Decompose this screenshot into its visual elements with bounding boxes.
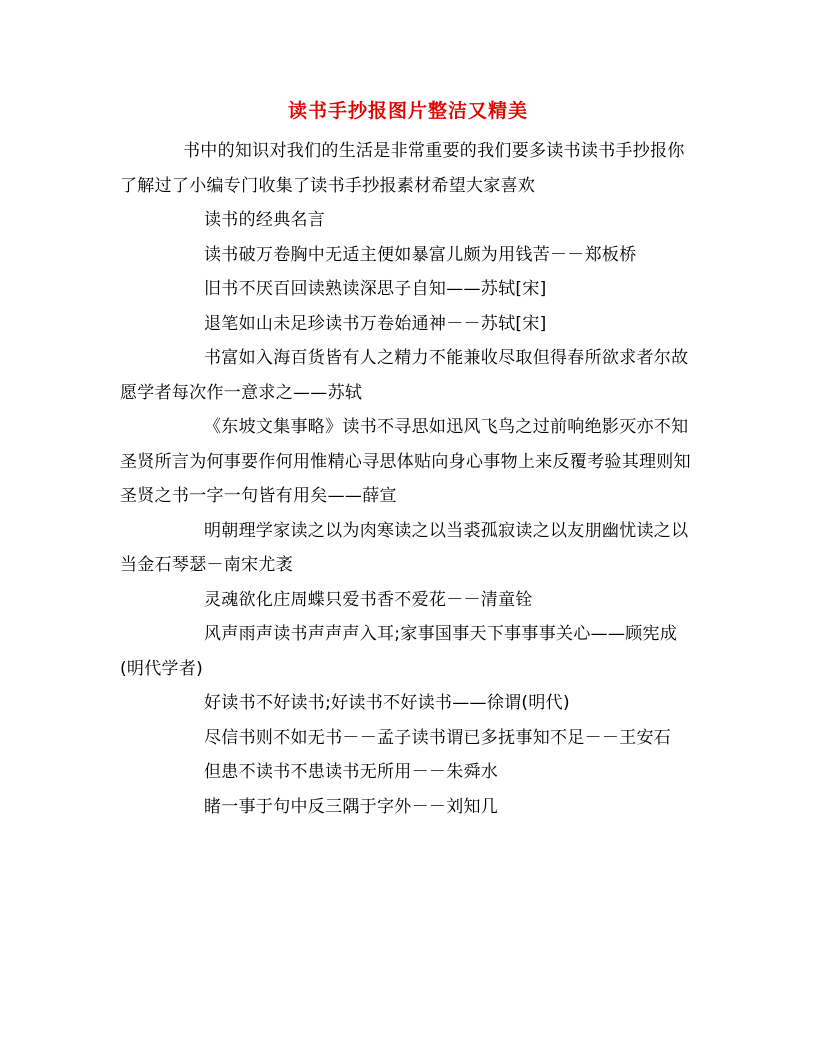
quote-paragraph: 读书破万卷胸中无适主便如暴富儿颇为用钱苦－－郑板桥	[204, 244, 637, 265]
quote-paragraph: 但患不读书不患读书无所用－－朱舜水	[204, 762, 499, 782]
quote-paragraph: 尽信书则不如无书－－孟子读书谓已多抚事知不足－－王安石	[204, 727, 672, 748]
quote-paragraph: 睹一事于句中反三隅于字外－－刘知几	[204, 796, 499, 817]
quote-paragraph: 书富如入海百货皆有人之精力不能兼收尽取但得春所欲求者尔故愿学者每次作一意求之——苏轼	[120, 348, 689, 403]
document-body	[120, 134, 696, 824]
quote-paragraph: 灵魂欲化庄周蝶只爱书香不爱花－－清童铨	[204, 589, 533, 610]
section-heading: 读书的经典名言	[204, 210, 326, 230]
quote-paragraph: 好读书不好读书;好读书不好读书——徐谓(明代)	[204, 693, 570, 713]
quote-paragraph: 风声雨声读书声声声入耳;家事国事天下事事事关心——顾宪成(明代学者)	[120, 624, 678, 679]
page-title: 读书手抄报图片整洁又精美	[287, 100, 528, 122]
quote-paragraph: 退笔如山未足珍读书万卷始通神－－苏轼[宋]	[204, 313, 547, 334]
intro-paragraph: 书中的知识对我们的生活是非常重要的我们要多读书读书手抄报你了解过了小编专门收集了读书手抄报素材希望大家喜欢	[120, 141, 685, 196]
quote-paragraph: 旧书不厌百回读熟读深思子自知——苏轼[宋]	[204, 279, 547, 299]
quote-paragraph: 《东坡文集事略》读书不寻思如迅风飞鸟之过前响绝影灭亦不知圣贤所言为何事要作何用惟精心寻思体贴向身心事物上来反覆考验其理则知圣贤之书一字一句皆有用矣——薛宣	[120, 417, 691, 506]
quote-paragraph: 明朝理学家读之以为肉寒读之以当裘孤寂读之以友朋幽忧读之以当金石琴瑟－南宋尤袤	[120, 520, 689, 575]
